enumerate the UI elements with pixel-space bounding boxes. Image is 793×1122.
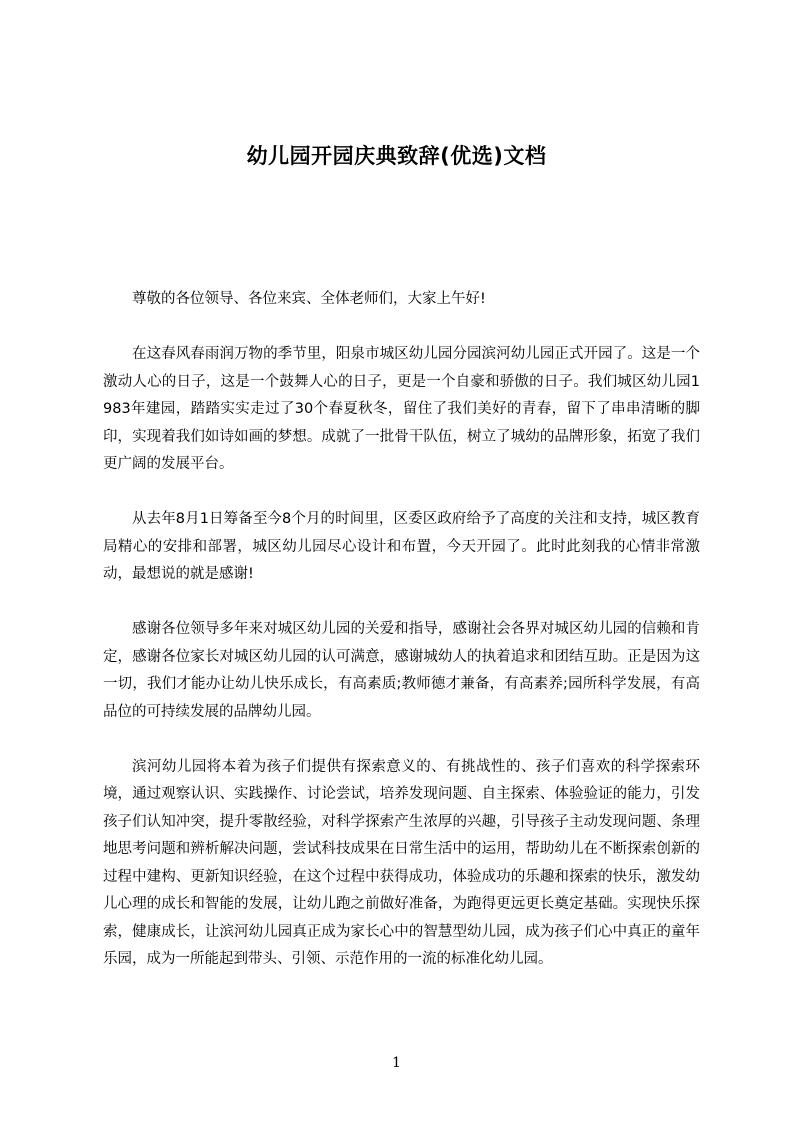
- document-title: 幼儿园开园庆典致辞(优选)文档: [246, 144, 547, 168]
- body-paragraph-opening: 在这春风春雨润万物的季节里，阳泉市城区幼儿园分园滨河幼儿园正式开园了。这是一个激动人心的日子，这是一个鼓舞人心的日子，更是一个自豪和骄傲的日子。我们城区幼儿园1983年建园，踏踏实实走过了30个春夏秋冬，留住了我们美好的青春，留下了串串清晰的脚印，实现着我们如诗如画的梦想。成就了一批骨干队伍，树立了城幼的品牌形象，拓宽了我们更广阔的发展平台。: [103, 346, 700, 472]
- page-number: 1: [392, 1055, 401, 1071]
- body-paragraph-vision: 滨河幼儿园将本着为孩子们提供有探索意义的、有挑战性的、孩子们喜欢的科学探索环境，通过观察认识、实践操作、讨论尝试，培养发现问题、自主探索、体验验证的能力，引发孩子们认知冲突，提升零散经验，对科学探索产生浓厚的兴趣，引导孩子主动发现问题、条理地思考问题和辨析解决问题，尝试科技成果在日常生活中的运用，帮助幼儿在不断探索创新的过程中建构、更新知识经验，在这个过程中获得成功，体验成功的乐趣和探索的快乐，激发幼儿心理的成长和智能的发展，让幼儿跑之前做好准备，为跑得更远更长奠定基础。实现快乐探索，健康成长，让滨河幼儿园真正成为家长心中的智慧型幼儿园，成为孩子们心中真正的童年乐园，成为一所能起到带头、引领、示范作用的一流的标准化幼儿园。: [103, 758, 700, 967]
- greeting-paragraph: 尊敬的各位领导、各位来宾、全体老师们，大家上午好!: [132, 291, 486, 307]
- document-body: [103, 286, 700, 974]
- body-paragraph-preparation: 从去年8月1日筹备至今8个月的时间里，区委区政府给予了高度的关注和支持，城区教育局精心的安排和部署，城区幼儿园尽心设计和布置，今天开园了。此时此刻我的心情非常激动，最想说的就是感谢!: [103, 511, 700, 582]
- body-paragraph-thanks: 感谢各位领导多年来对城区幼儿园的关爱和指导，感谢社会各界对城区幼儿园的信赖和肯定，感谢各位家长对城区幼儿园的认可满意，感谢城幼人的执着追求和团结互助。正是因为这一切，我们才能办让幼儿快乐成长，有高素质;教师德才兼备，有高素养;园所科学发展，有高品位的可持续发展的品牌幼儿园。: [103, 621, 700, 720]
